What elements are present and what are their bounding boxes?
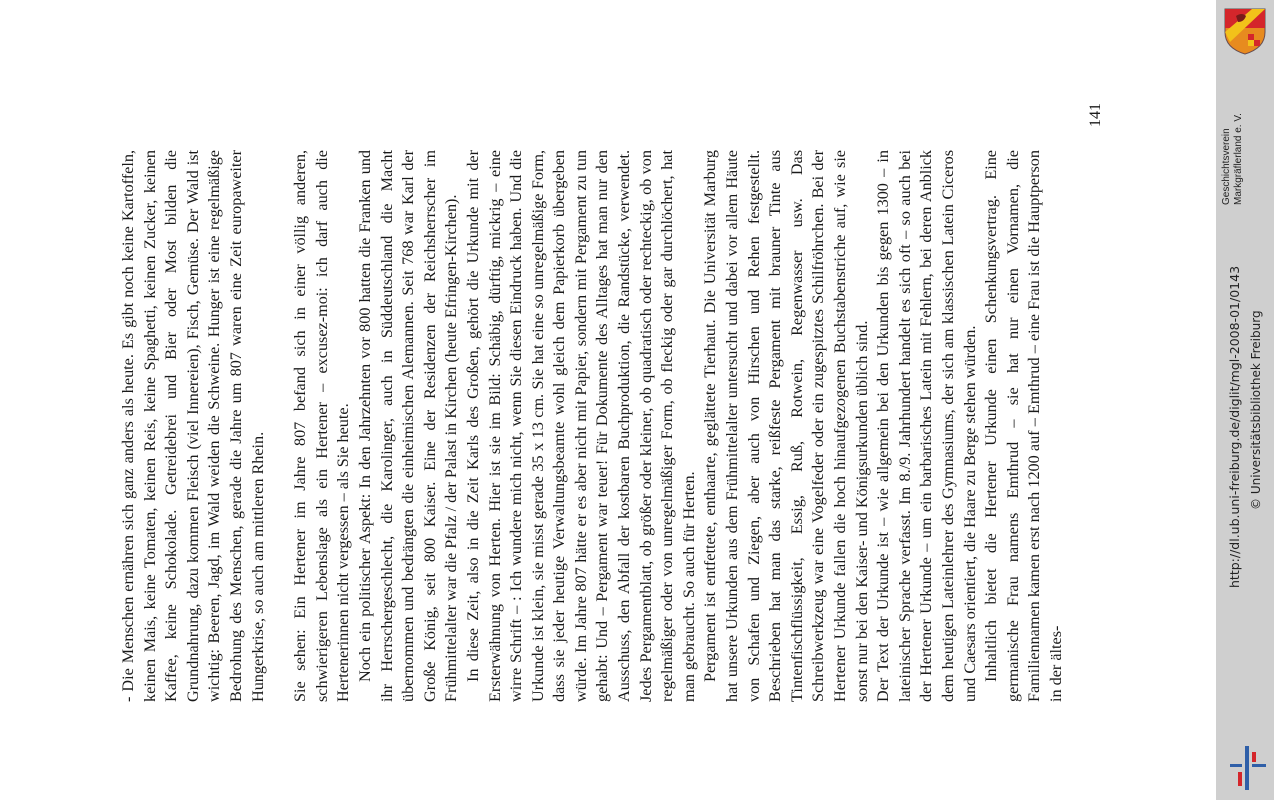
copyright-text: © Universitätsbibliothek Freiburg: [1249, 310, 1263, 510]
paragraph: Pergament ist entfettete, enthaarte, geglättete Tierhaut. Die Universität Marburg hat unsere Urkunden aus dem Frühmittelalter untersucht und dabei vor allem Häute von Schafen und Ziegen, aber auch von Hirschen und Rehen festgestellt. Beschrieben hat man das starke, reißfeste Pergament mit brauner Tinte aus Tintenfischflüssigkeit, Essig, Ruß, Rotwein, Regenwasser usw. Das Schreibwerkzeug war eine Vogelfeder oder ein zugespitztes Schilfröhrchen. Bei der Hertener Urkunde fallen die hoch hinaufgezogenen Buchstabenstriche auf, wie sie sonst nur bei den Kaiser- und Königsurkunden üblich sind.: [701, 150, 871, 702]
paragraph: Inhaltlich bietet die Hertener Urkunde einen Schenkungsvertrag. Eine germanische Frau namens Emthrud – sie hat nur einen Vornamen, die Familiennamen kamen erst nach 1200 auf – Emthrud – eine Frau ist die Hauptperson in der ältes-: [982, 150, 1065, 702]
url-line: [1224, 0, 1246, 800]
body-text: [118, 150, 1068, 702]
copyright-line: [1248, 0, 1266, 800]
library-logo-icon: [1228, 744, 1268, 792]
paragraph: In diese Zeit, also in die Zeit Karls des Großen, gehört die Urkunde mit der Ersterwähnung von Herten. Hier ist sie im Bild: Schäbig, dürftig, mickrig – eine wirre Schrift – : Ich wundere mich nicht, wenn Sie diesen Eindruck haben. Und die Urkunde ist klein, sie misst gerade 35 x 13 cm. Sie hat eine so unregelmäßige Form, dass sie jeder heutige Verwaltungsbeamte wohl gleich dem Papierkorb übergeben würde. Im Jahre 807 hätte er es aber nicht mit Papier, sondern mit Pergament zu tun gehabt: Und – Pergament war teuer! Für Dokumente des Alltages hat man nur den Ausschuss, den Abfall der kostbaren Buchproduktion, die Randstücke, verwendet. Jedes Pergamentblatt, ob größer oder kleiner, ob quadratisch oder rechteckig, ob von regelmäßiger oder von unregelmäßiger Form, ob fleckig oder gar durchlöchert, hat man gebraucht. So auch für Herten.: [463, 150, 698, 702]
paragraph: Der Text der Urkunde ist – wie allgemein bei den Urkunden bis gegen 1300 – in lateinischer Sprache verfasst. Im 8./9. Jahrhundert handelt es sich oft – so auch bei der Hertener Urkunde – um ein barbarisches Latein mit Fehlern, bei deren Anblick dem heutigen Lateinlehrer des Gymnasiums, der sich am klassischen Latein Ciceros und Caesars orientiert, die Haare zu Berge stehen würden.: [874, 150, 979, 702]
society-line: Geschichtsverein: [1221, 128, 1232, 205]
paragraph: Noch ein politischer Aspekt: In den Jahrzehnten vor 800 hatten die Franken und ihr Herrschergeschlecht, die Karolinger, auch in Süddeutschland die Macht übernommen und bedrängten die einheimischen Alemannen. Seit 768 war Karl der Große König, seit 800 Kaiser. Eine der Residenzen der Reichsherrscher im Frühmittelalter war die Pfalz / der Palast in Kirchen (heute Efringen-Kirchen).: [355, 150, 461, 702]
source-url-link[interactable]: http://dl.ub.uni-freiburg.de/diglit/mgl-2008-01/0143: [1227, 265, 1242, 588]
paragraph: Sie sehen: Ein Hertener im Jahre 807 befand sich in einer völlig anderen, schwierigeren Lebenslage als ein Hertener – excusez-moi: ich darf auch die Hertenerinnen nicht vergessen – als Sie heute.: [291, 150, 353, 702]
page-number: 141: [1087, 103, 1104, 127]
paragraph: - Die Menschen ernähren sich ganz anders als heute. Es gibt noch keine Kartoffeln, keinen Mais, keine Tomaten, keinen Reis, keine Spaghetti, keinen Zucker, keinen Kaffee, keine Schokolade. Getreidebrei und Bier oder Most bilden die Grundnahrung, dazu kommen Fleisch (viel Innereien), Fisch, Gemüse. Der Wald ist wichtig: Beeren, Jagd, im Wald weiden die Schweine. Hunger ist eine regelmäßige Bedrohung des Menschen, gerade die Jahre um 807 waren eine Zeit europaweiter Hungerkrise, so auch am mittleren Rhein.: [119, 150, 267, 702]
coat-of-arms-icon: [1222, 6, 1268, 56]
society-line: Markgräflerland e. V.: [1233, 113, 1244, 205]
